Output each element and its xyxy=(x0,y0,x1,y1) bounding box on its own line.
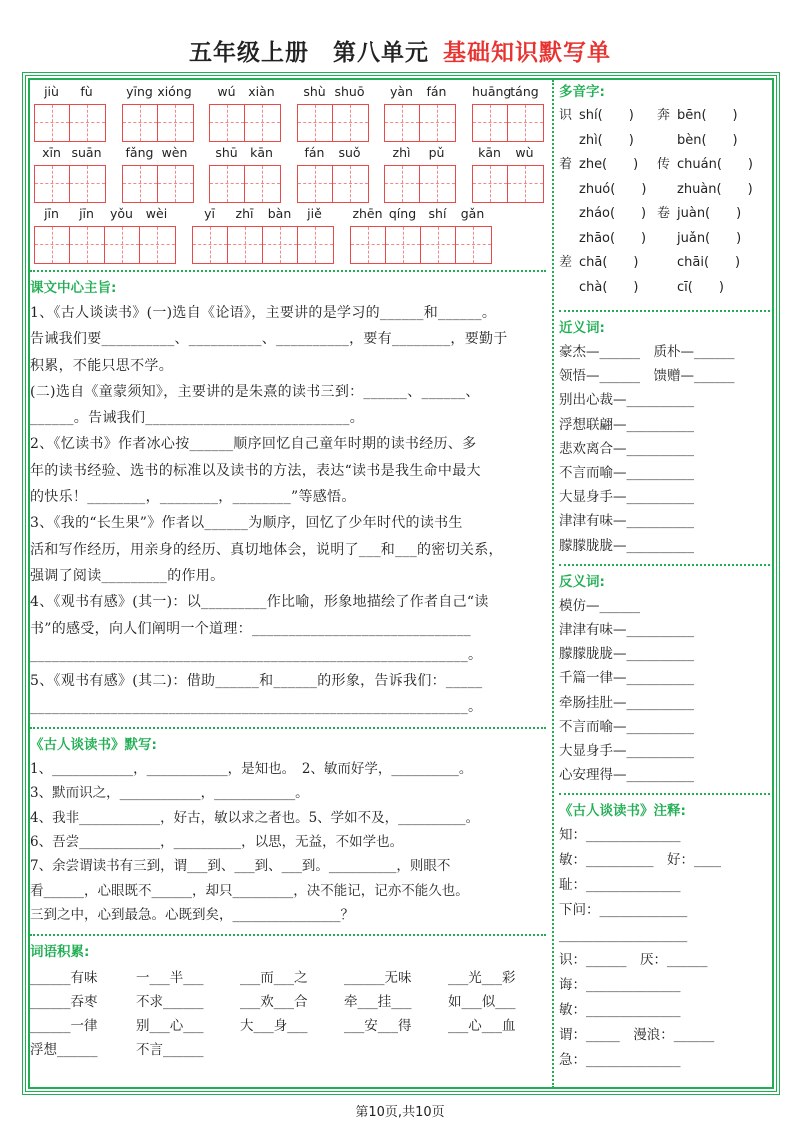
pinyin-syllable: xiàn xyxy=(248,84,275,99)
pinyin-syllable: wèn xyxy=(161,145,188,160)
writing-boxes[interactable] xyxy=(384,104,456,142)
pinyin-syllable: wú xyxy=(217,84,236,99)
pinyin-label xyxy=(297,84,369,104)
pinyin-blank[interactable]: chuán( ) xyxy=(677,157,753,172)
notes-heading: 《古人谈读书》注释: xyxy=(559,803,686,820)
antonym-item[interactable]: 不言而喻—__________ xyxy=(559,718,694,735)
polyphone-char xyxy=(559,276,579,301)
writing-boxes[interactable] xyxy=(122,165,194,203)
polyphone-char: 着 xyxy=(559,157,573,172)
writing-boxes[interactable] xyxy=(384,165,456,203)
tian-zi-ge-box[interactable] xyxy=(158,105,193,141)
tian-zi-ge-box[interactable] xyxy=(263,227,298,263)
fill-in-line[interactable]: 书”的感受，向人们阐明一个道理：______________________________ xyxy=(30,620,471,637)
polyphone-char: 传 xyxy=(657,157,671,172)
pinyin-syllable: shū xyxy=(215,145,238,160)
fill-in-line[interactable]: ____________________________________________________________。 xyxy=(30,646,483,663)
pinyin-syllable: fán xyxy=(304,145,325,160)
pinyin-row xyxy=(30,84,546,142)
pinyin-blank[interactable]: shí( ) xyxy=(579,108,634,123)
tian-zi-ge-box[interactable] xyxy=(245,105,280,141)
vocab-item[interactable]: ___光___彩 xyxy=(448,969,516,986)
fill-in-line[interactable]: 4、《观书有感》(其一)：以_________作比喻，形象地描绘了作者自己“读 xyxy=(30,594,489,611)
polyphone-char: 差 xyxy=(559,255,573,270)
main-idea-heading: 课文中心主旨: xyxy=(30,280,117,296)
pinyin-blank[interactable]: cī( ) xyxy=(677,279,724,295)
dictation-line[interactable]: 4、我非____________，好古，敏以求之者也。5、学如不及，__________。 xyxy=(30,809,480,826)
dictation-line[interactable]: 6、吾尝____________，__________，以思，无益，不如学也。 xyxy=(30,833,404,850)
tian-zi-ge-box[interactable] xyxy=(473,105,508,141)
pinyin-syllable: shuō xyxy=(334,84,365,99)
pinyin-blank[interactable]: chà( ) xyxy=(579,279,639,295)
synonym-heading: 近义词: xyxy=(559,320,605,336)
divider xyxy=(30,934,546,936)
pinyin-syllable: yīng xyxy=(126,84,153,99)
pinyin-row xyxy=(30,206,546,264)
tian-zi-ge-box[interactable] xyxy=(123,105,158,141)
synonym-item[interactable]: 别出心裁—__________ xyxy=(559,392,694,409)
pinyin-label xyxy=(192,206,334,226)
tian-zi-ge-box[interactable] xyxy=(351,227,386,263)
antonym-heading: 反义词: xyxy=(559,573,605,590)
pinyin-syllable: pǔ xyxy=(428,145,445,160)
tian-zi-ge-box[interactable] xyxy=(298,105,333,141)
pinyin-blank[interactable]: zhāo( ) xyxy=(579,230,647,246)
fill-in-line[interactable]: 告诫我们要__________、__________、__________，要有________，要勤于 xyxy=(30,331,508,348)
tian-zi-ge-box[interactable] xyxy=(210,105,245,141)
pinyin-syllable: yàn xyxy=(390,84,413,99)
pinyin-blank[interactable]: chāi( ) xyxy=(677,255,741,270)
fill-in-line[interactable]: 2、《忆读书》作者冰心按______顺序回忆自己童年时期的读书经历、多 xyxy=(30,436,477,453)
vocab-item[interactable]: 不求______ xyxy=(136,993,204,1010)
pinyin-label xyxy=(472,145,544,165)
vocab-item[interactable]: 如___似___ xyxy=(448,993,516,1010)
pinyin-syllable: xīn xyxy=(42,145,61,160)
pinyin-row xyxy=(30,145,546,203)
synonym-pair[interactable]: 豪杰—______ 质朴—______ xyxy=(559,344,735,360)
tian-zi-ge-box[interactable] xyxy=(210,166,245,202)
tian-zi-ge-box[interactable] xyxy=(193,227,228,263)
tian-zi-ge-box[interactable] xyxy=(386,227,421,263)
fill-in-line[interactable]: ____________________________________________________________。 xyxy=(30,699,483,716)
tian-zi-ge-box[interactable] xyxy=(140,227,175,263)
page-title xyxy=(0,34,800,67)
antonym-item[interactable]: 津津有味—__________ xyxy=(559,622,694,639)
pinyin-syllable: zhī xyxy=(235,206,254,221)
pinyin-blank[interactable]: zhì( ) xyxy=(579,132,634,148)
pinyin-blank[interactable]: chā( ) xyxy=(579,255,639,270)
fill-in-line[interactable]: 的快乐！________，________，________”等感悟。 xyxy=(30,489,356,506)
fill-in-line[interactable]: 3、《我的“长生果”》作者以______为顺序，回忆了少年时代的读书生 xyxy=(30,515,463,532)
pinyin-label xyxy=(209,84,281,104)
fill-in-line[interactable]: 强调了阅读_________的作用。 xyxy=(30,567,225,584)
pinyin-syllable: yī xyxy=(204,206,215,221)
pinyin-syllable: huāng xyxy=(472,84,512,99)
pinyin-word-group xyxy=(34,84,106,142)
writing-boxes[interactable] xyxy=(209,104,281,142)
pinyin-syllable: kān xyxy=(250,145,273,160)
tian-zi-ge-box[interactable] xyxy=(105,227,140,263)
synonym-item[interactable]: 不言而喻—__________ xyxy=(559,465,694,482)
notes-section xyxy=(559,823,770,1073)
writing-boxes[interactable] xyxy=(209,165,281,203)
pinyin-word-group xyxy=(34,145,106,203)
pinyin-label xyxy=(384,84,456,104)
pinyin-syllable: zhì xyxy=(392,145,411,160)
pinyin-syllable: gǎn xyxy=(460,206,485,221)
tian-zi-ge-box[interactable] xyxy=(298,166,333,202)
writing-boxes[interactable] xyxy=(192,226,334,264)
note-item[interactable]: 识：______ 厌：______ xyxy=(559,952,708,969)
polyphone-char: 奔 xyxy=(657,108,671,123)
fill-in-line[interactable]: 1、《古人谈读书》(一)选自《论语》，主要讲的是学习的______和______。 xyxy=(30,305,497,321)
polyphone-char xyxy=(657,178,677,203)
pinyin-label xyxy=(34,206,176,226)
polyphone-section xyxy=(559,104,770,300)
pinyin-syllable: jīn xyxy=(79,206,94,221)
writing-boxes[interactable] xyxy=(34,226,176,264)
polyphone-char xyxy=(657,276,677,301)
dictation-line[interactable]: 看______，心眼既不______，却只_________，决不能记，记亦不能久也。 xyxy=(30,882,469,899)
pinyin-syllable: zhēn xyxy=(352,206,383,221)
tian-zi-ge-box[interactable] xyxy=(35,227,70,263)
tian-zi-ge-box[interactable] xyxy=(228,227,263,263)
antonym-item[interactable]: 心安理得—__________ xyxy=(559,767,694,784)
pinyin-label xyxy=(122,84,194,104)
polyphone-char: 识 xyxy=(559,108,573,123)
pinyin-label xyxy=(122,145,194,165)
divider xyxy=(559,310,770,312)
pinyin-blank[interactable]: zhe( ) xyxy=(579,157,639,172)
polyphone-char xyxy=(657,251,677,276)
vocab-item[interactable]: ___安___得 xyxy=(344,1017,412,1034)
antonym-section xyxy=(559,594,770,788)
synonym-item[interactable]: 悲欢离合—__________ xyxy=(559,440,694,457)
pinyin-word-group xyxy=(350,206,492,264)
dictation-line[interactable]: 1、____________，____________，是知也。 2、敏而好学，__________。 xyxy=(30,760,473,777)
left-column xyxy=(30,80,546,1088)
vocab-section xyxy=(30,966,546,1062)
vocab-item[interactable]: 一___半___ xyxy=(136,969,204,986)
pinyin-word-group xyxy=(192,206,334,264)
tian-zi-ge-box[interactable] xyxy=(420,105,455,141)
antonym-item[interactable]: 牵肠挂肚—__________ xyxy=(559,694,694,711)
tian-zi-ge-box[interactable] xyxy=(35,105,70,141)
pinyin-label xyxy=(472,84,544,104)
writing-boxes[interactable] xyxy=(297,104,369,142)
tian-zi-ge-box[interactable] xyxy=(421,227,456,263)
polyphone-char xyxy=(657,227,677,252)
note-item[interactable]: ___________________ xyxy=(559,927,688,944)
vocab-item[interactable]: ______一律 xyxy=(30,1017,98,1034)
synonym-item[interactable]: 朦朦胧胧—__________ xyxy=(559,537,694,554)
tian-zi-ge-box[interactable] xyxy=(385,166,420,202)
pinyin-syllable: suǒ xyxy=(338,145,361,160)
page-number: 第10页,共10页 xyxy=(355,1105,445,1120)
writing-boxes[interactable] xyxy=(472,165,544,203)
note-item[interactable]: 急：______________ xyxy=(559,1052,681,1069)
title-main: 五年级上册 第八单元 xyxy=(189,40,429,66)
vocab-item[interactable]: ___心___血 xyxy=(448,1017,516,1034)
pinyin-blank[interactable]: bēn( ) xyxy=(677,108,738,123)
polyphone-char xyxy=(559,178,579,203)
pinyin-word-group xyxy=(297,84,369,142)
pinyin-word-group xyxy=(209,84,281,142)
vocab-item[interactable]: 别___心___ xyxy=(136,1017,204,1034)
writing-boxes[interactable] xyxy=(297,165,369,203)
dictation-section xyxy=(30,757,546,928)
pinyin-syllable: táng xyxy=(510,84,539,99)
pinyin-blank[interactable]: juàn( ) xyxy=(677,206,742,221)
tian-zi-ge-box[interactable] xyxy=(508,105,543,141)
pinyin-label xyxy=(34,84,106,104)
polyphone-heading: 多音字: xyxy=(559,84,605,100)
vocab-item[interactable]: 牵___挂___ xyxy=(344,993,412,1010)
pinyin-syllable: wèi xyxy=(145,206,168,221)
pinyin-syllable: bàn xyxy=(267,206,292,221)
fill-in-line[interactable]: ______。告诫我们____________________________。 xyxy=(30,410,364,427)
antonym-item[interactable]: 大显身手—__________ xyxy=(559,743,694,760)
polyphone-char xyxy=(657,129,677,154)
note-item[interactable]: 敏：______________ xyxy=(559,1002,681,1019)
pinyin-grid-section xyxy=(30,80,546,264)
vocab-item[interactable]: ___而___之 xyxy=(240,969,308,986)
writing-boxes[interactable] xyxy=(350,226,492,264)
tian-zi-ge-box[interactable] xyxy=(333,105,368,141)
pinyin-blank[interactable]: zhuàn( ) xyxy=(677,181,753,197)
fill-in-line[interactable]: (二)选自《童蒙须知》，主要讲的是朱熹的读书三到：______、______、 xyxy=(30,383,480,400)
pinyin-label xyxy=(297,145,369,165)
pinyin-syllable: fǎng xyxy=(125,145,154,160)
pinyin-syllable: jiù xyxy=(44,84,59,99)
pinyin-word-group xyxy=(472,145,544,203)
divider xyxy=(30,270,546,272)
writing-boxes[interactable] xyxy=(34,165,106,203)
pinyin-syllable: yǒu xyxy=(110,206,133,221)
antonym-item[interactable]: 模仿—______ xyxy=(559,597,640,614)
fill-in-line[interactable]: 活和写作经历，用亲身的经历、真切地体会，说明了___和___的密切关系， xyxy=(30,541,503,558)
fill-in-line[interactable]: 年的读书经验、选书的标准以及读书的方法，表达“读书是我生命中最大 xyxy=(30,462,481,479)
vocab-item[interactable]: ______吞枣 xyxy=(30,993,98,1010)
synonym-pair[interactable]: 领悟—______ 馈赠—______ xyxy=(559,368,735,385)
note-item[interactable]: 知：______________ xyxy=(559,827,681,844)
synonym-section xyxy=(559,340,770,558)
vocab-item[interactable]: 大___身___ xyxy=(240,1017,308,1034)
pinyin-syllable: xióng xyxy=(157,84,192,99)
vocab-heading: 词语积累: xyxy=(30,943,90,960)
polyphone-char xyxy=(559,227,579,252)
polyphone-char xyxy=(559,129,579,154)
pinyin-syllable: suān xyxy=(71,145,102,160)
tian-zi-ge-box[interactable] xyxy=(123,166,158,202)
writing-boxes[interactable] xyxy=(34,104,106,142)
tian-zi-ge-box[interactable] xyxy=(508,166,543,202)
pinyin-syllable: shù xyxy=(303,84,326,99)
dictation-line[interactable]: 3、默而识之，____________，____________。 xyxy=(30,785,309,802)
pinyin-syllable: qíng xyxy=(388,206,417,221)
note-item[interactable]: 诲：______________ xyxy=(559,977,681,994)
tian-zi-ge-box[interactable] xyxy=(473,166,508,202)
tian-zi-ge-box[interactable] xyxy=(70,166,105,202)
pinyin-blank[interactable]: zháo( ) xyxy=(579,206,647,221)
tian-zi-ge-box[interactable] xyxy=(420,166,455,202)
dictation-heading: 《古人谈读书》默写: xyxy=(30,736,157,753)
title-highlight: 基础知识默写单 xyxy=(443,40,611,66)
tian-zi-ge-box[interactable] xyxy=(456,227,491,263)
pinyin-blank[interactable]: zhuó( ) xyxy=(579,181,647,197)
synonym-item[interactable]: 浮想联翩—__________ xyxy=(559,416,694,433)
pinyin-word-group xyxy=(34,206,176,264)
tian-zi-ge-box[interactable] xyxy=(158,166,193,202)
pinyin-syllable: jiě xyxy=(307,206,322,221)
pinyin-label xyxy=(34,145,106,165)
tian-zi-ge-box[interactable] xyxy=(298,227,333,263)
vocab-item[interactable]: ______无味 xyxy=(344,969,412,986)
pinyin-word-group xyxy=(297,145,369,203)
tian-zi-ge-box[interactable] xyxy=(245,166,280,202)
pinyin-word-group xyxy=(122,84,194,142)
note-item[interactable]: 敏：__________ 好：____ xyxy=(559,852,721,869)
pinyin-syllable: fán xyxy=(426,84,447,99)
note-item[interactable]: 耻：______________ xyxy=(559,877,681,894)
vocab-item[interactable]: ___欢___合 xyxy=(240,993,308,1010)
fill-in-line[interactable]: 积累，不能只思不学。 xyxy=(30,357,173,374)
antonym-item[interactable]: 千篇一律—__________ xyxy=(559,670,694,687)
pinyin-blank[interactable]: bèn( ) xyxy=(677,132,738,148)
divider xyxy=(559,793,770,795)
synonym-item[interactable]: 津津有味—__________ xyxy=(559,513,694,530)
writing-boxes[interactable] xyxy=(122,104,194,142)
pinyin-word-group xyxy=(472,84,544,142)
vocab-item[interactable]: 浮想______ xyxy=(30,1041,98,1058)
note-item[interactable]: 下问：_____________ xyxy=(559,902,688,919)
pinyin-syllable: shí xyxy=(428,206,447,221)
pinyin-syllable: wù xyxy=(515,145,534,160)
divider xyxy=(30,727,546,729)
pinyin-syllable: kān xyxy=(478,145,501,160)
tian-zi-ge-box[interactable] xyxy=(385,105,420,141)
writing-boxes[interactable] xyxy=(472,104,544,142)
note-item[interactable]: 谓：_____ 漫浪：______ xyxy=(559,1027,715,1044)
divider xyxy=(559,564,770,566)
pinyin-label xyxy=(384,145,456,165)
fill-in-line[interactable]: 5、《观书有感》(其二)：借助______和______的形象，告诉我们：_____ xyxy=(30,673,483,690)
tian-zi-ge-box[interactable] xyxy=(35,166,70,202)
pinyin-blank[interactable]: juǎn( ) xyxy=(677,230,742,246)
right-column xyxy=(552,80,770,1088)
pinyin-syllable: fù xyxy=(80,84,93,99)
tian-zi-ge-box[interactable] xyxy=(70,105,105,141)
pinyin-word-group xyxy=(384,145,456,203)
vocab-item[interactable]: ______有味 xyxy=(30,969,98,986)
tian-zi-ge-box[interactable] xyxy=(333,166,368,202)
dictation-line[interactable]: 三到之中，心到最急。心既到矣，________________？ xyxy=(30,907,354,924)
pinyin-word-group xyxy=(384,84,456,142)
synonym-item[interactable]: 大显身手—__________ xyxy=(559,489,694,506)
pinyin-word-group xyxy=(209,145,281,203)
tian-zi-ge-box[interactable] xyxy=(70,227,105,263)
dictation-line[interactable]: 7、余尝谓读书有三到，谓___到、___到、___到。__________，则眼不 xyxy=(30,858,451,875)
pinyin-label xyxy=(350,206,492,226)
main-idea-section xyxy=(30,300,546,721)
polyphone-char: 卷 xyxy=(657,206,671,221)
pinyin-label xyxy=(209,145,281,165)
pinyin-word-group xyxy=(122,145,194,203)
antonym-item[interactable]: 朦朦胧胧—__________ xyxy=(559,646,694,663)
vocab-item[interactable]: 不言______ xyxy=(136,1041,204,1058)
pinyin-syllable: jīn xyxy=(44,206,59,221)
polyphone-char xyxy=(559,202,579,227)
